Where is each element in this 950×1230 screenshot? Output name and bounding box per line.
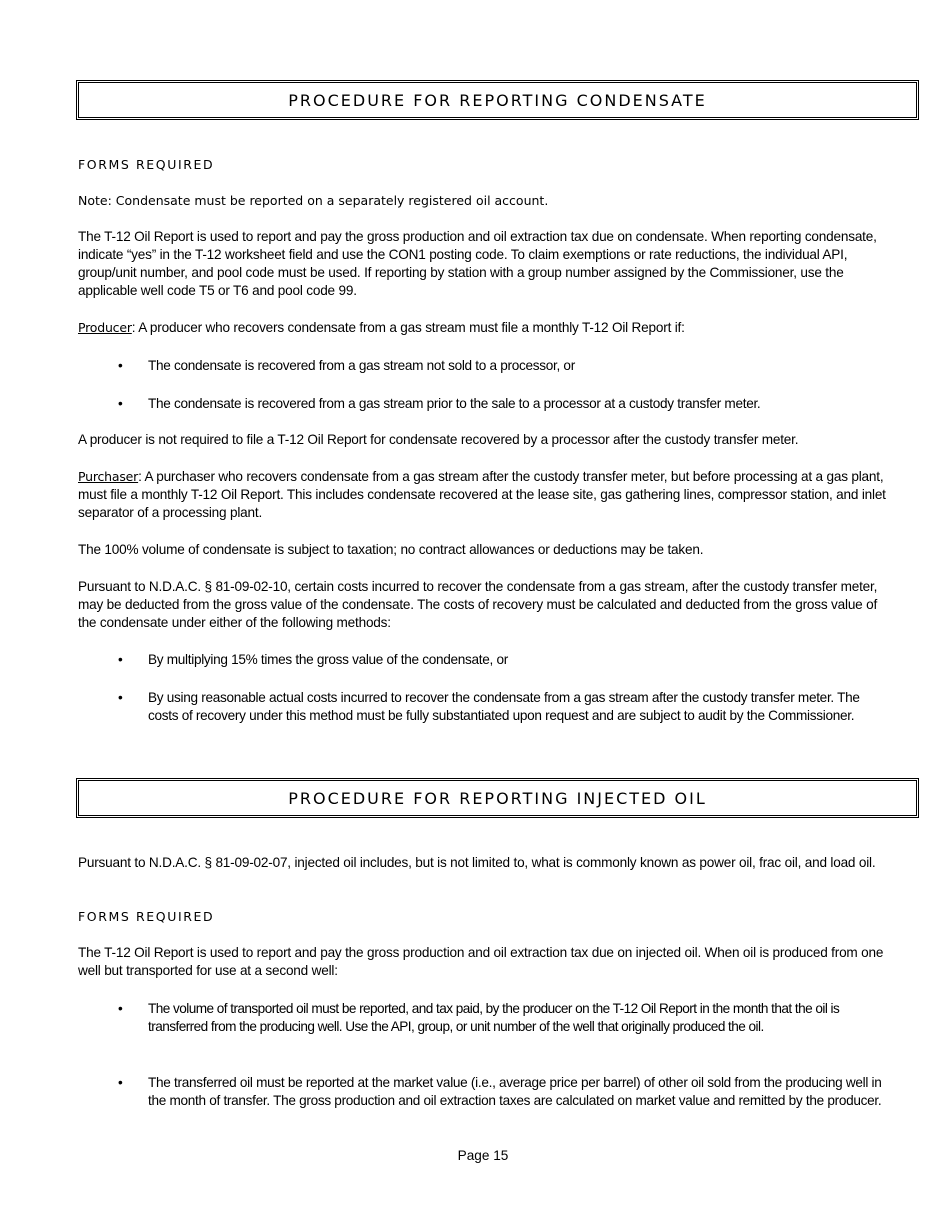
condensate-para-2: A producer is not required to file a T-12 Oil Report for condensate recovered by a processor after the custody transfer meter. bbox=[78, 432, 799, 447]
bullet-icon: • bbox=[118, 652, 123, 667]
list-item-text: By using reasonable actual costs incurred to recover the condensate from a gas stream after the custody transfer meter. The costs of recovery under this method must be fully substantiated upon request and are subject to audit by the Commissioner. bbox=[148, 690, 860, 723]
condensate-para-4: Pursuant to N.D.A.C. § 81-09-02-10, certain costs incurred to recover the condensate from a gas stream, after the custody transfer meter, may be deducted from the gross value of the condensate. The costs of recovery must be calculated and deducted from the gross value of the condensate under either of the following methods: bbox=[78, 579, 878, 630]
list-item bbox=[118, 395, 883, 413]
bullet-icon: • bbox=[118, 690, 123, 705]
producer-label: Producer bbox=[78, 320, 132, 335]
forms-required-heading: FORMS REQUIRED bbox=[78, 157, 215, 172]
bullet-icon: • bbox=[118, 396, 123, 411]
list-item-text: By multiplying 15% times the gross value of the condensate, or bbox=[148, 652, 508, 667]
list-item bbox=[118, 1074, 883, 1110]
list-item-text: The condensate is recovered from a gas stream not sold to a processor, or bbox=[148, 358, 575, 373]
producer-paragraph bbox=[78, 319, 886, 337]
condensate-para-1: The T-12 Oil Report is used to report and pay the gross production and oil extraction tax due on condensate. When reporting condensate, indicate “yes” in the T-12 worksheet field and use the CON1 posting code. To claim exemptions or rate reductions, the individual API, group/unit number, and pool code must be used. If reporting by station with a group number assigned by the Commissioner, use the applicable well code T5 or T6 and pool code 99. bbox=[78, 229, 877, 298]
injected-para-1: Pursuant to N.D.A.C. § 81-09-02-07, injected oil includes, but is not limited to, what is commonly known as power oil, frac oil, and load oil. bbox=[78, 855, 876, 870]
producer-text: : A producer who recovers condensate from a gas stream must file a monthly T-12 Oil Report if: bbox=[131, 320, 685, 335]
purchaser-paragraph bbox=[78, 468, 886, 522]
list-item bbox=[118, 1000, 883, 1036]
section-title-text: PROCEDURE FOR REPORTING INJECTED OIL bbox=[288, 788, 707, 808]
purchaser-label: Purchaser bbox=[78, 469, 139, 484]
list-item bbox=[118, 357, 883, 375]
section-title-text: PROCEDURE FOR REPORTING CONDENSATE bbox=[288, 90, 707, 110]
list-item-text: The condensate is recovered from a gas stream prior to the sale to a processor at a custody transfer meter. bbox=[148, 396, 761, 411]
bullet-icon: • bbox=[118, 358, 123, 373]
list-item-text: The transferred oil must be reported at the market value (i.e., average price per barrel) of other oil sold from the producing well in the month of transfer. The gross production and oil extraction taxes are calculated on market value and remitted by the producer. bbox=[148, 1075, 882, 1108]
page-number: Page 15 bbox=[457, 1148, 509, 1163]
list-item bbox=[118, 689, 883, 725]
condensate-note: Note: Condensate must be reported on a separately registered oil account. bbox=[78, 193, 549, 208]
section-title-condensate bbox=[76, 80, 919, 120]
forms-required-heading: FORMS REQUIRED bbox=[78, 909, 215, 924]
purchaser-text: : A purchaser who recovers condensate from a gas stream after the custody transfer meter, but before processing at a gas plant, must file a monthly T-12 Oil Report. This includes condensate recovered at the lease site, gas gathering lines, compressor station, and inlet separator of a processing plant. bbox=[78, 469, 886, 520]
bullet-icon: • bbox=[118, 1075, 123, 1090]
injected-para-2: The T-12 Oil Report is used to report and pay the gross production and oil extraction tax due on injected oil. When oil is produced from one well but transported for use at a second well: bbox=[78, 945, 884, 978]
bullet-icon: • bbox=[118, 1001, 123, 1016]
section-title-injected-oil bbox=[76, 778, 919, 818]
list-item-text: The volume of transported oil must be reported, and tax paid, by the producer on the T-12 Oil Report in the month that the oil is transferred from the producing well. Use the API, group, or unit number of the well that originally produced the oil. bbox=[148, 1001, 840, 1034]
condensate-para-3: The 100% volume of condensate is subject to taxation; no contract allowances or deductions may be taken. bbox=[78, 542, 704, 557]
list-item bbox=[118, 651, 883, 669]
